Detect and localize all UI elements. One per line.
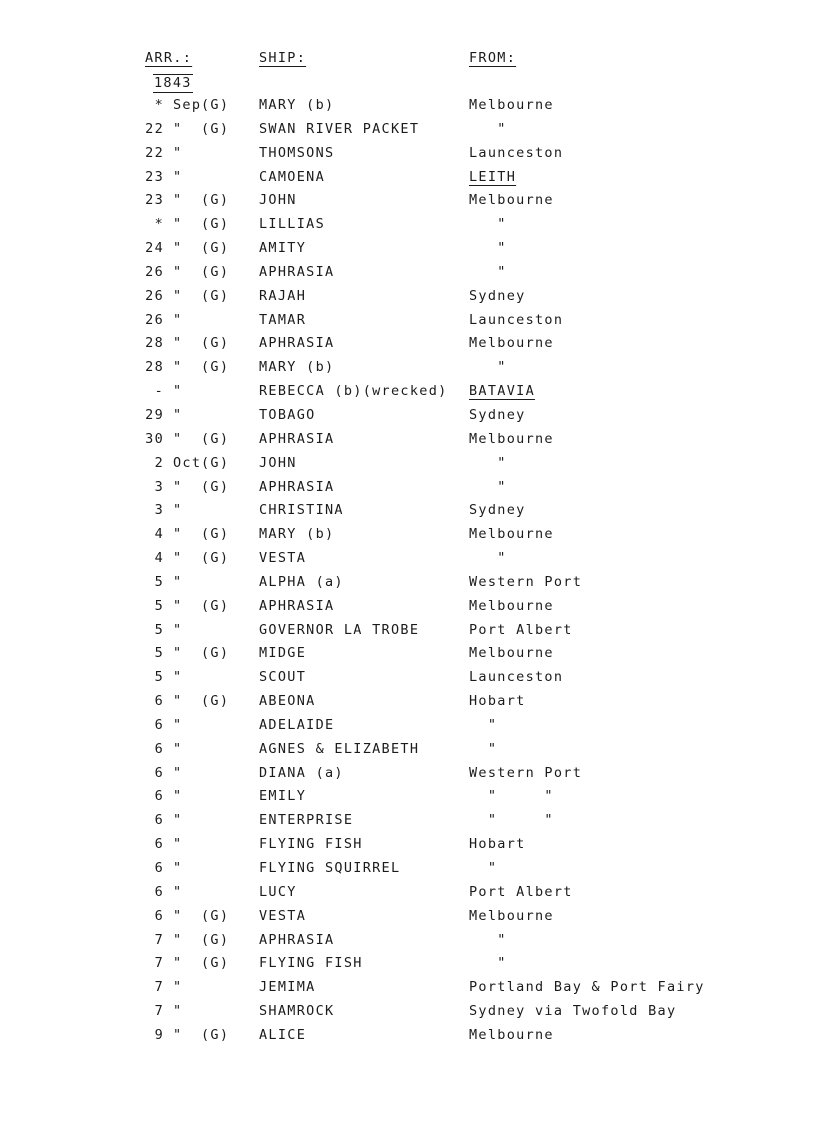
arrival-row <box>0 121 816 145</box>
arrival-month: " <box>173 1003 183 1020</box>
header-from: FROM: <box>469 50 517 66</box>
origin-port: Launceston <box>469 311 564 328</box>
ship-name: APHRASIA <box>259 931 335 948</box>
government-flag: (G) <box>201 192 230 209</box>
origin-port: Melbourne <box>469 645 554 662</box>
header-ship: SHIP: <box>259 50 307 66</box>
arrival-month: " <box>173 836 183 853</box>
arrival-month: " <box>173 502 183 519</box>
government-flag: (G) <box>201 478 230 495</box>
ship-name: APHRASIA <box>259 335 335 352</box>
arrival-month: " <box>173 406 183 423</box>
arrival-day: 29 <box>145 406 164 423</box>
origin-port: Port Albert <box>469 883 573 900</box>
arrival-month: " <box>173 287 183 304</box>
arrival-day: 4 <box>154 550 164 567</box>
arrival-row <box>0 97 816 121</box>
arrival-month: " <box>173 669 183 686</box>
government-flag: (G) <box>201 550 230 567</box>
ship-name: ENTERPRISE <box>259 812 354 829</box>
government-flag: (G) <box>201 287 230 304</box>
origin-port: Melbourne <box>469 597 554 614</box>
government-flag: (G) <box>201 693 230 710</box>
arrival-row <box>0 407 816 431</box>
arrival-row <box>0 264 816 288</box>
arrival-row <box>0 455 816 479</box>
origin-port: " " <box>469 812 554 829</box>
arrival-day: 7 <box>154 979 164 996</box>
ship-name: ADELAIDE <box>259 716 335 733</box>
arrival-day: 6 <box>154 860 164 876</box>
arrival-day: 6 <box>154 836 164 853</box>
ship-name: EMILY <box>259 788 307 805</box>
origin-port: Western Port <box>469 764 583 781</box>
ship-name: TOBAGO <box>259 406 316 423</box>
ship-name: THOMSONS <box>259 144 335 161</box>
origin-port: Melbourne <box>469 1026 554 1043</box>
origin-port: Portland Bay & Port Fairy <box>469 979 705 996</box>
ship-name: MARY (b) <box>259 526 335 543</box>
arrival-day: 5 <box>154 669 164 686</box>
origin-port: " <box>469 216 507 233</box>
origin-port: Launceston <box>469 669 564 686</box>
origin-port: Sydney <box>469 287 526 304</box>
origin-port: Hobart <box>469 693 526 710</box>
arrival-day: * <box>154 97 164 113</box>
header-arrival: ARR.: <box>145 50 193 66</box>
arrival-day: 26 <box>145 287 164 304</box>
arrival-month: " <box>173 764 183 781</box>
government-flag: (G) <box>201 263 230 280</box>
arrival-day: 2 <box>154 454 164 471</box>
government-flag: (G) <box>201 526 230 543</box>
ship-name: VESTA <box>259 550 307 567</box>
arrival-day: 6 <box>154 812 164 829</box>
arrival-row <box>0 693 816 717</box>
arrival-month: " <box>173 478 183 495</box>
ship-name: VESTA <box>259 907 307 924</box>
government-flag: (G) <box>201 955 230 972</box>
origin-port: Port Albert <box>469 621 573 638</box>
arrival-row <box>0 240 816 264</box>
ship-name: JOHN <box>259 192 297 209</box>
arrival-month: " <box>173 621 183 638</box>
arrival-month: " <box>173 597 183 614</box>
origin-port: " <box>469 454 507 471</box>
arrival-day: 7 <box>154 955 164 972</box>
arrival-month: " <box>173 693 183 710</box>
ship-name: AGNES & ELIZABETH <box>259 740 420 757</box>
arrival-row <box>0 908 816 932</box>
origin-port: Melbourne <box>469 97 554 113</box>
arrival-row <box>0 669 816 693</box>
origin-port: " <box>469 740 498 757</box>
arrival-day: 23 <box>145 192 164 209</box>
arrival-month: " <box>173 955 183 972</box>
ship-name: RAJAH <box>259 287 307 304</box>
ship-name: AMITY <box>259 240 307 257</box>
ship-name: MARY (b) <box>259 97 335 113</box>
arrival-month: " <box>173 788 183 805</box>
government-flag: (G) <box>201 120 230 137</box>
origin-port: " <box>469 955 507 972</box>
arrival-month: Sep <box>173 97 202 113</box>
arrival-row <box>0 741 816 765</box>
arrival-day: 6 <box>154 764 164 781</box>
arrival-day: 6 <box>154 907 164 924</box>
origin-port: Melbourne <box>469 430 554 447</box>
arrival-day: 22 <box>145 120 164 137</box>
ship-name: ABEONA <box>259 693 316 710</box>
arrival-row <box>0 812 816 836</box>
arrival-row <box>0 860 816 884</box>
government-flag: (G) <box>201 1026 230 1043</box>
arrival-month: Oct <box>173 454 202 471</box>
origin-port: Sydney <box>469 406 526 423</box>
arrival-month: " <box>173 263 183 280</box>
ship-name: ALPHA (a) <box>259 573 344 590</box>
ship-name: FLYING FISH <box>259 836 363 853</box>
arrival-month: " <box>173 383 183 400</box>
ship-name: APHRASIA <box>259 597 335 614</box>
arrival-row <box>0 645 816 669</box>
ship-name: JOHN <box>259 454 297 471</box>
government-flag: (G) <box>201 216 230 233</box>
arrival-row <box>0 955 816 979</box>
arrival-row <box>0 192 816 216</box>
arrival-day: 4 <box>154 526 164 543</box>
arrival-row <box>0 884 816 908</box>
ship-name: TAMAR <box>259 311 307 328</box>
arrival-day: 3 <box>154 502 164 519</box>
origin-port: " <box>469 120 507 137</box>
origin-port: " <box>469 359 507 376</box>
arrival-row <box>0 288 816 312</box>
arrival-day: 6 <box>154 693 164 710</box>
arrival-month: " <box>173 144 183 161</box>
arrival-month: " <box>173 192 183 209</box>
arrival-day: 24 <box>145 240 164 257</box>
arrival-day: 26 <box>145 263 164 280</box>
arrival-row <box>0 312 816 336</box>
arrival-day: 6 <box>154 716 164 733</box>
arrival-month: " <box>173 168 183 185</box>
ship-name: APHRASIA <box>259 430 335 447</box>
ship-name: LILLIAS <box>259 216 325 233</box>
arrival-month: " <box>173 645 183 662</box>
arrival-day: 6 <box>154 788 164 805</box>
arrival-row <box>0 169 816 193</box>
arrival-month: " <box>173 812 183 829</box>
arrival-row <box>0 598 816 622</box>
arrival-day: 23 <box>145 168 164 185</box>
ship-name: GOVERNOR LA TROBE <box>259 621 420 638</box>
arrival-row <box>0 216 816 240</box>
ship-name: CHRISTINA <box>259 502 344 519</box>
origin-port: Melbourne <box>469 526 554 543</box>
government-flag: (G) <box>201 931 230 948</box>
arrival-day: 6 <box>154 740 164 757</box>
government-flag: (G) <box>201 335 230 352</box>
arrival-month: " <box>173 1026 183 1043</box>
arrival-day: 30 <box>145 430 164 447</box>
origin-port: Melbourne <box>469 907 554 924</box>
arrival-day: 3 <box>154 478 164 495</box>
ship-name: FLYING SQUIRREL <box>259 860 401 876</box>
origin-port: Hobart <box>469 836 526 853</box>
origin-port: " <box>469 263 507 280</box>
origin-port: " <box>469 550 507 567</box>
origin-port: " <box>469 860 498 876</box>
arrival-month: " <box>173 335 183 352</box>
ship-name: CAMOENA <box>259 168 325 185</box>
arrival-row <box>0 383 816 407</box>
arrival-row <box>0 788 816 812</box>
origin-port: " " <box>469 788 554 805</box>
arrival-row <box>0 836 816 860</box>
arrival-row <box>0 932 816 956</box>
arrival-row <box>0 1003 816 1027</box>
arrival-day: 5 <box>154 621 164 638</box>
arrival-month: " <box>173 311 183 328</box>
arrival-row <box>0 1027 816 1051</box>
arrivals-list <box>0 97 816 1051</box>
arrival-month: " <box>173 359 183 376</box>
arrival-row <box>0 717 816 741</box>
arrival-row <box>0 622 816 646</box>
arrival-row <box>0 550 816 574</box>
government-flag: (G) <box>201 645 230 662</box>
arrival-month: " <box>173 860 183 876</box>
arrival-day: 26 <box>145 311 164 328</box>
arrival-row <box>0 145 816 169</box>
government-flag: (G) <box>201 907 230 924</box>
arrival-row <box>0 526 816 550</box>
ship-name: REBECCA (b)(wrecked) <box>259 383 448 400</box>
arrival-day: 22 <box>145 144 164 161</box>
arrival-month: " <box>173 716 183 733</box>
arrival-row <box>0 359 816 383</box>
arrival-row <box>0 979 816 1003</box>
ship-name: APHRASIA <box>259 478 335 495</box>
ship-name: FLYING FISH <box>259 955 363 972</box>
origin-port: Sydney via Twofold Bay <box>469 1003 677 1020</box>
origin-port: " <box>469 931 507 948</box>
origin-port: LEITH <box>469 168 517 185</box>
arrival-month: " <box>173 931 183 948</box>
origin-port: Launceston <box>469 144 564 161</box>
arrival-month: " <box>173 120 183 137</box>
government-flag: (G) <box>201 430 230 447</box>
arrival-day: * <box>154 216 164 233</box>
arrival-day: 28 <box>145 359 164 376</box>
arrival-day: 5 <box>154 573 164 590</box>
arrival-row <box>0 479 816 503</box>
arrival-day: 9 <box>154 1026 164 1043</box>
origin-port: Melbourne <box>469 192 554 209</box>
government-flag: (G) <box>201 359 230 376</box>
arrival-day: 5 <box>154 597 164 614</box>
origin-port: Sydney <box>469 502 526 519</box>
ship-name: LUCY <box>259 883 297 900</box>
origin-port: Melbourne <box>469 335 554 352</box>
arrival-month: " <box>173 907 183 924</box>
ship-name: APHRASIA <box>259 263 335 280</box>
arrival-row <box>0 574 816 598</box>
arrival-day: 6 <box>154 883 164 900</box>
arrival-month: " <box>173 430 183 447</box>
arrival-month: " <box>173 240 183 257</box>
ship-name: MARY (b) <box>259 359 335 376</box>
origin-port: " <box>469 240 507 257</box>
arrival-day: 7 <box>154 931 164 948</box>
arrival-month: " <box>173 979 183 996</box>
ship-name: DIANA (a) <box>259 764 344 781</box>
arrival-month: " <box>173 883 183 900</box>
arrival-row <box>0 431 816 455</box>
government-flag: (G) <box>201 454 230 471</box>
ship-name: ALICE <box>259 1026 307 1043</box>
origin-port: " <box>469 716 498 733</box>
arrival-month: " <box>173 526 183 543</box>
arrival-month: " <box>173 216 183 233</box>
arrival-month: " <box>173 550 183 567</box>
arrival-month: " <box>173 740 183 757</box>
arrival-day: 7 <box>154 1003 164 1020</box>
ship-name: SWAN RIVER PACKET <box>259 120 420 137</box>
arrival-row <box>0 335 816 359</box>
ship-name: SHAMROCK <box>259 1003 335 1020</box>
government-flag: (G) <box>201 597 230 614</box>
government-flag: (G) <box>201 240 230 257</box>
arrival-month: " <box>173 573 183 590</box>
arrival-row <box>0 502 816 526</box>
origin-port: Western Port <box>469 573 583 590</box>
ship-name: JEMIMA <box>259 979 316 996</box>
year-label: 1843 <box>154 75 192 91</box>
arrival-day: 5 <box>154 645 164 662</box>
ship-name: SCOUT <box>259 669 307 686</box>
origin-port: BATAVIA <box>469 383 535 400</box>
arrival-day: 28 <box>145 335 164 352</box>
ship-name: MIDGE <box>259 645 307 662</box>
arrival-day: - <box>154 383 164 400</box>
government-flag: (G) <box>201 97 230 113</box>
arrival-row <box>0 765 816 789</box>
origin-port: " <box>469 478 507 495</box>
